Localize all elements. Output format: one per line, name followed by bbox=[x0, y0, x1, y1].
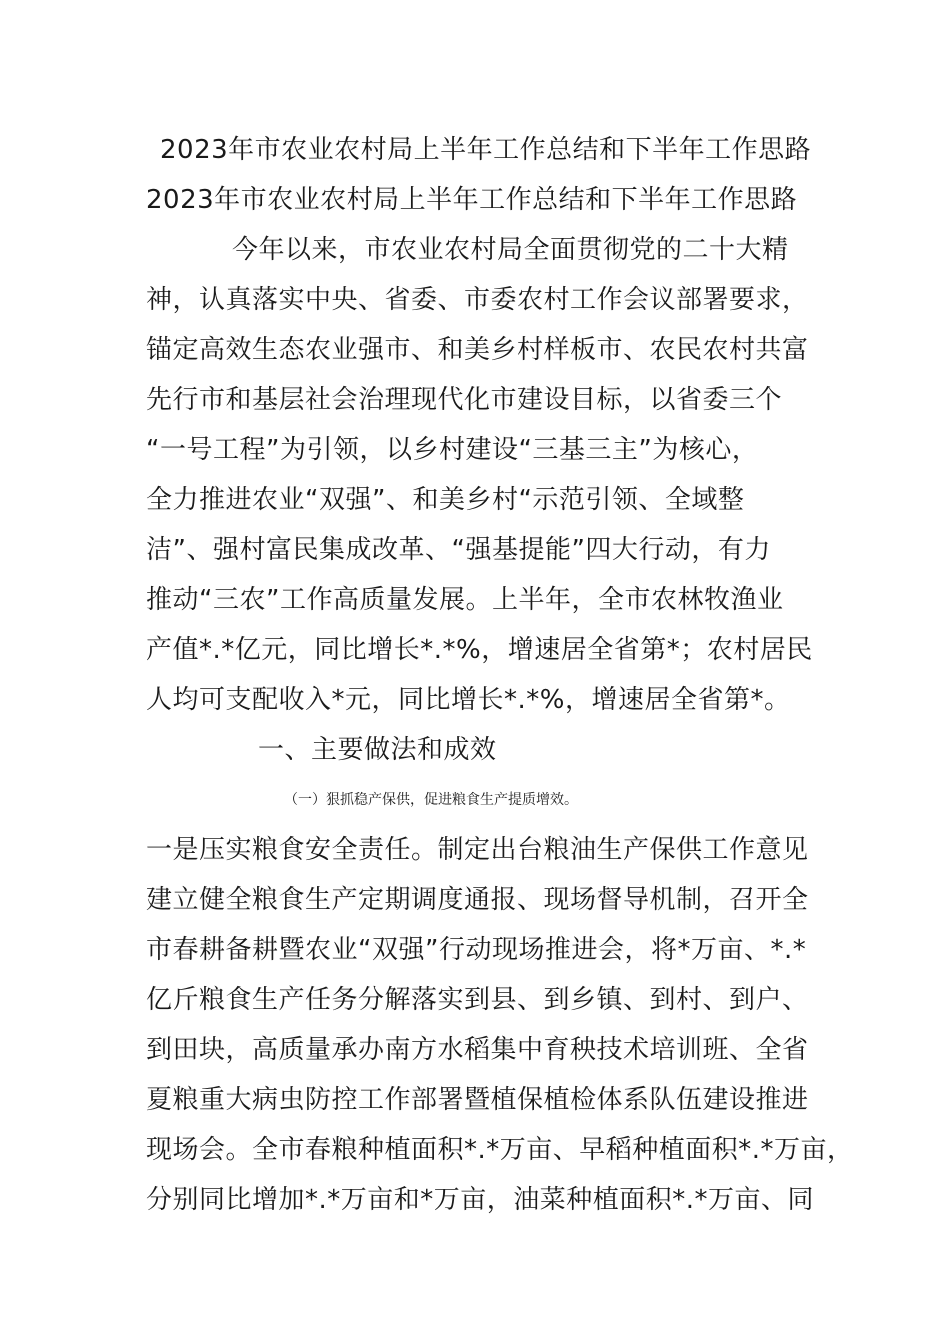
body-line: 神，认真落实中央、省委、市委农村工作会议部署要求， bbox=[146, 285, 809, 315]
body-line: 分别同比增加*.*万亩和*万亩，油菜种植面积*.*万亩、同 bbox=[146, 1185, 815, 1215]
body-line: 亿斤粮食生产任务分解落实到县、到乡镇、到村、到户、 bbox=[146, 985, 809, 1015]
document-subtitle: 2023年市农业农村局上半年工作总结和下半年工作思路 bbox=[146, 185, 798, 215]
body-line: 产值*.*亿元，同比增长*.*%，增速居全省第*；农村居民 bbox=[146, 635, 813, 665]
body-line: “一号工程”为引领，以乡村建设“三基三主”为核心， bbox=[146, 435, 759, 465]
body-line: 今年以来，市农业农村局全面贯彻党的二十大精 bbox=[232, 235, 789, 265]
body-line: 到田块，高质量承办南方水稻集中育秧技术培训班、全省 bbox=[146, 1035, 809, 1065]
body-line: 推动“三农”工作高质量发展。上半年，全市农林牧渔业 bbox=[146, 585, 784, 615]
body-line: 洁”、强村富民集成改革、“强基提能”四大行动，有力 bbox=[146, 535, 771, 565]
body-line: 全力推进农业“双强”、和美乡村“示范引领、全域整 bbox=[146, 485, 745, 515]
document-title: 2023年市农业农村局上半年工作总结和下半年工作思路 bbox=[160, 135, 812, 165]
body-line: 现场会。全市春粮种植面积*.*万亩、早稻种植面积*.*万亩， bbox=[146, 1135, 854, 1165]
body-line: 人均可支配收入*元，同比增长*.*%，增速居全省第*。 bbox=[146, 685, 791, 715]
body-line: 建立健全粮食生产定期调度通报、现场督导机制，召开全 bbox=[146, 885, 809, 915]
body-line: 先行市和基层社会治理现代化市建设目标，以省委三个 bbox=[146, 385, 783, 415]
body-line: 夏粮重大病虫防控工作部署暨植保植检体系队伍建设推进 bbox=[146, 1085, 809, 1115]
section-heading: 一、主要做法和成效 bbox=[258, 735, 497, 765]
body-line: 锚定高效生态农业强市、和美乡村样板市、农民农村共富 bbox=[146, 335, 809, 365]
subsection-heading: （一）狠抓稳产保供，促进粮食生产提质增效。 bbox=[284, 792, 578, 808]
body-line: 一是压实粮食安全责任。制定出台粮油生产保供工作意见 bbox=[146, 835, 809, 865]
body-line: 市春耕备耕暨农业“双强”行动现场推进会，将*万亩、*.* bbox=[146, 935, 807, 965]
